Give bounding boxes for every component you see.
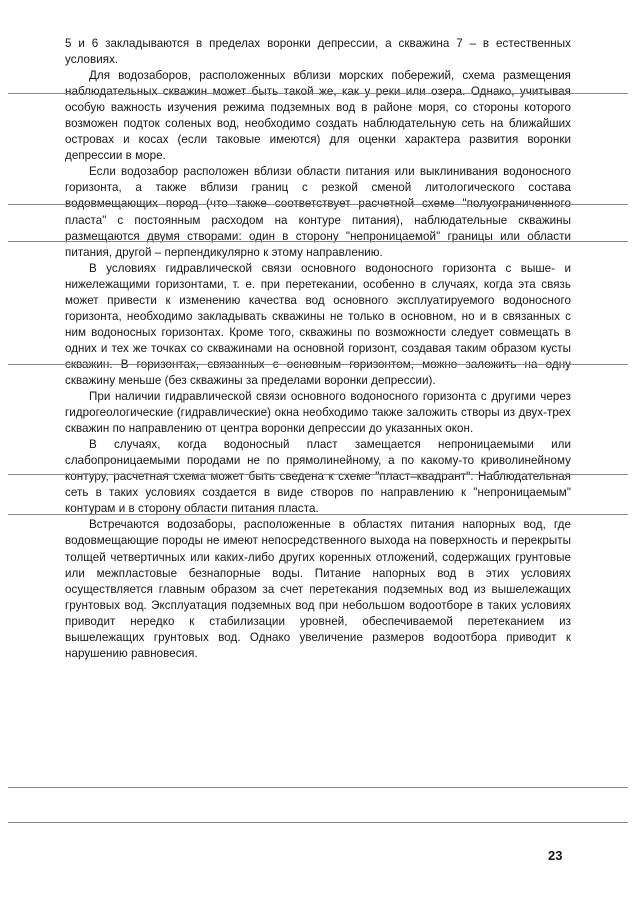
page-number: 23 [548, 848, 563, 863]
body-text [65, 36, 571, 662]
paragraph-6: В случаях, когда водоносный пласт замещается непроницаемыми или слабопроницаемыми породами не по прямолинейному, а по какому-то криволинейному контуру, расчетная схема может быть сведена к схеме "пласт–квадрант". Наблюдательная сеть в таких условиях создается в виде створов по направлению к "непроницаемым" контурам и в сторону области питания пласта. [65, 438, 571, 516]
scan-line [8, 822, 628, 823]
scan-line [8, 514, 628, 515]
scan-line [8, 364, 628, 365]
scan-line [8, 204, 628, 205]
paragraph-4: В условиях гидравлической связи основного водоносного горизонта с выше- и нижележащими горизонтами, т. е. при перетекании, особенно в случаях, когда эта связь может привести к изменению качества вод основного эксплуатируемого водоносного горизонта, необходимо закладывать скважины не только в основном, но и в связанных с ним водоносных горизонтах. Кроме того, скважины по возможности следует совмещать в одних и тех же точках со скважинами на основной горизонт, создавая таким образом кусты скважин. В горизонтах, связанных с основным горизонтом, можно заложить на одну скважину меньше (без скважины за пределами воронки депрессии). [65, 261, 571, 387]
scan-line [8, 787, 628, 788]
paragraph-2: Для водозаборов, расположенных вблизи морских побережий, схема размещения наблюдательных скважин может быть такой же, как у реки или озера. Однако, учитывая особую важность изучения режима подземных вод в районе моря, со стороны которого возможен подток соленых вод, необходимо создать наблюдательную сеть на ближайших островах и косах (если таковые имеются) для оценки характера развития воронки депрессии в море. [65, 69, 571, 163]
paragraph-7: Встречаются водозаборы, расположенные в областях питания напорных вод, где водовмещающие породы не имеют непосредственного выхода на поверхность и перекрыты толщей четвертичных или каких-либо других коренных отложений, содержащих грунтовые или межпластовые безнапорные воды. Питание напорных вод в этих условиях осуществляется главным образом за счет перетекания подземных вод из вышележащих грунтовых вод. Эксплуатация подземных вод при небольшом водоотборе в таких условиях приводит нередко к стабилизации уровней, обеспечиваемой перетеканием из вышележащих грунтовых вод. Однако увеличение размеров водоотбора приводит к нарушению равновесия. [65, 518, 571, 660]
scan-line [8, 241, 628, 242]
scan-line [8, 93, 628, 94]
scan-line [8, 474, 628, 475]
paragraph-3: Если водозабор расположен вблизи области питания или выклинивания водоносного горизонта, а также вблизи границ с резкой сменой литологического состава водовмещающих пород (что также соответствует расчетной схеме "полуограниченного пласта" с постоянным расходом на контуре питания), наблюдательные скважины размещаются двумя створами: один в сторону "непроницаемой" границы или области питания, другой – перпендикулярно к этому направлению. [65, 165, 571, 259]
paragraph-5: При наличии гидравлической связи основного водоносного горизонта с другими через гидрогеологические (гидравлические) окна необходимо также заложить створы из двух-трех скважин по направлению от центра воронки депрессии до указанных окон. [65, 390, 571, 436]
paragraph-1: 5 и 6 закладываются в пределах воронки депрессии, а скважина 7 – в естественных условиях. [65, 37, 571, 67]
